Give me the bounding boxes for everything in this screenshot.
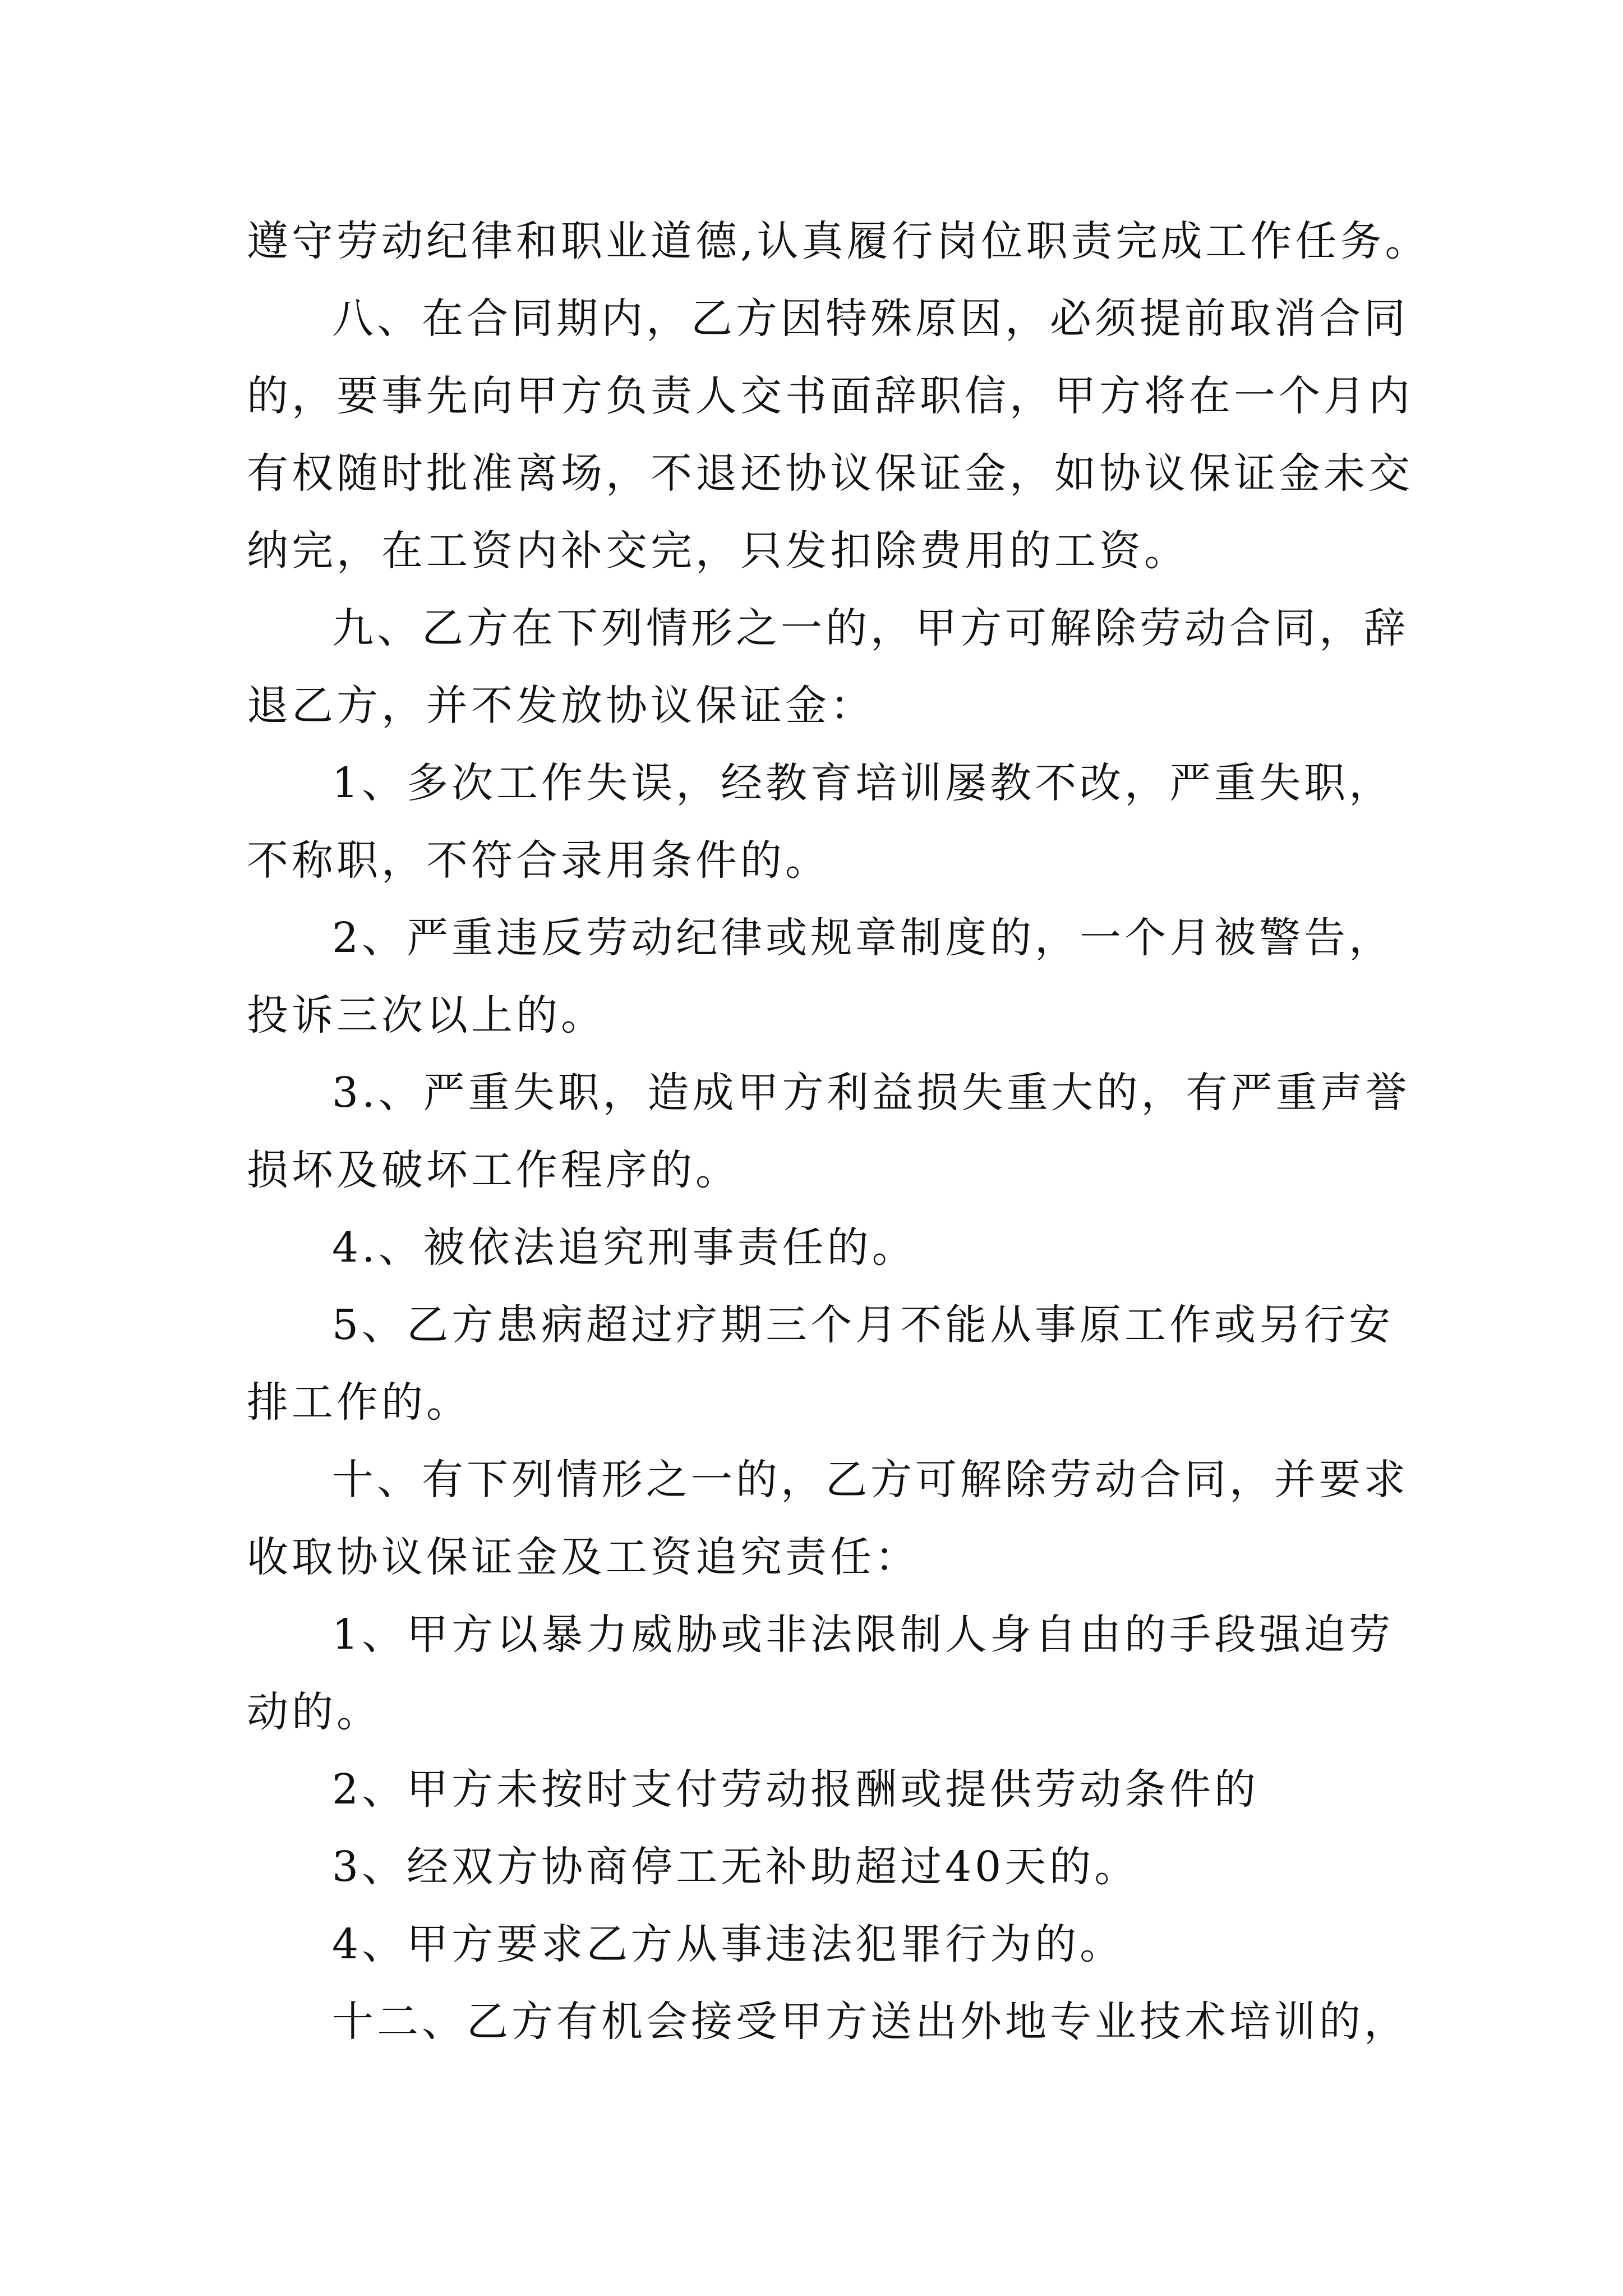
text-line-3: 的，要事先向甲方负责人交书面辞职信，甲方将在一个月内	[247, 372, 1413, 420]
text-line-21: 2、甲方未按时支付劳动报酬或提供劳动条件的	[332, 1765, 1260, 1814]
text-line-4: 有权随时批准离场，不退还协议保证金，如协议保证金未交	[247, 449, 1413, 498]
text-line-9: 不称职，不符合录用条件的。	[247, 836, 830, 885]
text-line-18: 收取协议保证金及工资追究责任：	[247, 1533, 920, 1581]
text-line-17: 十、有下列情形之一的，乙方可解除劳动合同，并要求	[332, 1456, 1409, 1504]
text-line-8: 1、多次工作失误，经教育培训屡教不改，严重失职，	[332, 759, 1394, 807]
text-line-20: 动的。	[247, 1688, 381, 1736]
text-line-16: 排工作的。	[247, 1378, 471, 1427]
text-line-1: 遵守劳动纪律和职业道德,认真履行岗位职责完成工作任务。	[247, 217, 1430, 265]
text-line-10: 2、严重违反劳动纪律或规章制度的，一个月被警告，	[332, 914, 1394, 962]
text-line-7: 退乙方，并不发放协议保证金：	[247, 682, 875, 730]
text-line-13: 损坏及破坏工作程序的。	[247, 1146, 740, 1194]
text-line-24: 十二、乙方有机会接受甲方送出外地专业技术培训的，	[332, 1998, 1409, 2046]
text-line-6: 九、乙方在下列情形之一的，甲方可解除劳动合同，辞	[332, 604, 1409, 652]
text-line-11: 投诉三次以上的。	[247, 991, 606, 1039]
text-line-15: 5、乙方患病超过疗期三个月不能从事原工作或另行安	[332, 1301, 1394, 1349]
text-line-14: 4.、被依法追究刑事责任的。	[332, 1223, 917, 1272]
text-line-22: 3、经双方协商停工无补助超过40天的。	[332, 1843, 1140, 1891]
text-line-5: 纳完，在工资内补交完，只发扣除费用的工资。	[247, 527, 1189, 575]
text-line-23: 4、甲方要求乙方从事违法犯罪行为的。	[332, 1920, 1125, 1968]
text-line-19: 1、甲方以暴力威胁或非法限制人身自由的手段强迫劳	[332, 1611, 1394, 1659]
text-line-2: 八、在合同期内，乙方因特殊原因，必须提前取消合同	[332, 295, 1409, 343]
text-line-12: 3.、严重失职，造成甲方利益损失重大的，有严重声誉	[332, 1069, 1410, 1117]
